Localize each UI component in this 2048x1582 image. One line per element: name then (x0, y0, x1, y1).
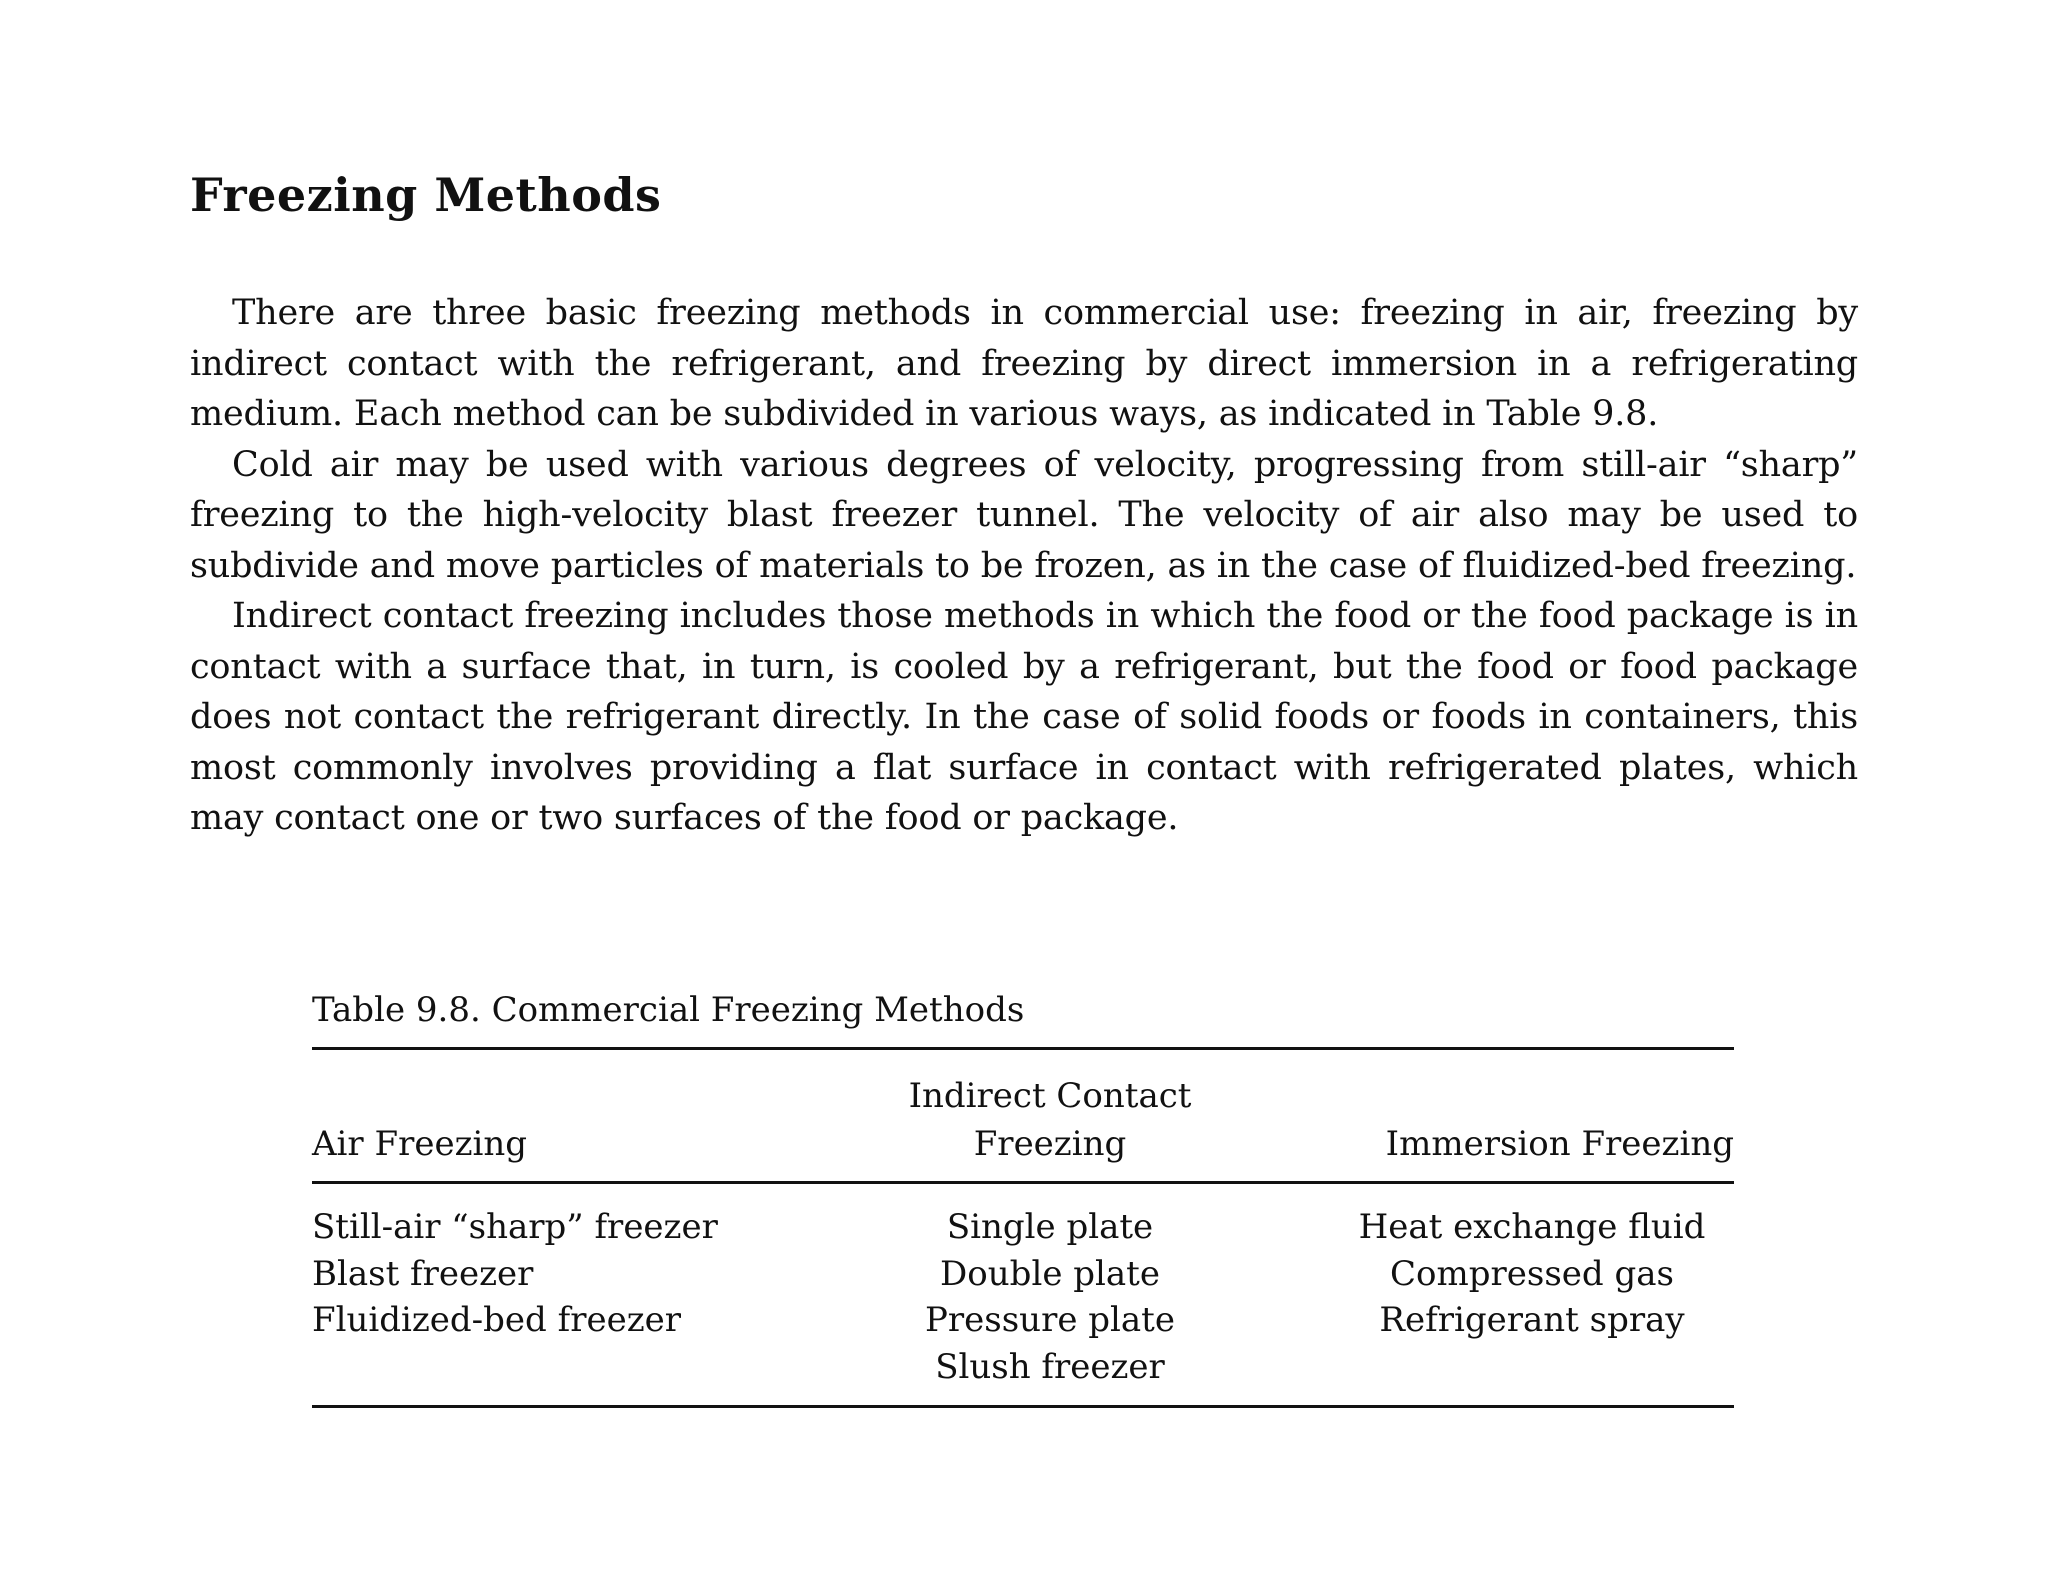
table-cell: Refrigerant spray (1379, 1300, 1685, 1340)
table-cell: Single plate (946, 1207, 1154, 1247)
table-header-air-freezing (312, 1120, 527, 1168)
table-cell: Pressure plate (925, 1300, 1175, 1340)
table-cell: Blast freezer (312, 1253, 534, 1294)
table-cell: Double plate (940, 1253, 1160, 1294)
table-column-immersion (1330, 1204, 1734, 1344)
body-text (190, 288, 1858, 844)
paragraph-indirect-contact: Indirect contact freezing includes those methods in which the food or the food package is in contact with a surface that, in turn, is cooled by a refrigerant, but the food or food package does not contact the refrigerant directly. In the case of solid foods or foods in containers, this most commonly involves providing a flat surface in contact with refrigerated plates, which may contact one or two surfaces of the food or package. (190, 596, 1858, 838)
table-cell: Still-air “sharp” freezer (312, 1207, 718, 1247)
table-header-rule (312, 1181, 1734, 1184)
table-bottom-rule (312, 1405, 1734, 1408)
table-cell: Heat exchange fluid (1358, 1207, 1706, 1247)
section-heading: Freezing Methods (190, 168, 662, 222)
paragraph-cold-air: Cold air may be used with various degrees of velocity, progressing from still-air “sharp” freezing to the high-velocity blast freezer tunnel. The velocity of air also may be used to subdivide and move particles of materials to be frozen, as in the case of fluidized-bed freezing. (190, 444, 1858, 586)
header-text-line2: Freezing (973, 1124, 1127, 1164)
header-text-line1: Indirect Contact (908, 1076, 1192, 1116)
table-column-air-freezing (312, 1204, 718, 1344)
table-header-indirect-contact-freezing (880, 1072, 1220, 1168)
table-top-rule (312, 1047, 1734, 1050)
paragraph-freezing-methods-overview: There are three basic freezing methods in commercial use: freezing in air, freezing by indirect contact with the refrigerant, and freezing by direct immersion in a refrigerating medium. Each method can be subdivided in various ways, as indicated in Table 9.8. (190, 293, 1858, 434)
table-caption: Table 9.8. Commercial Freezing Methods (312, 990, 1025, 1030)
table-cell: Fluidized-bed freezer (312, 1300, 681, 1340)
header-text: Immersion Freezing (1385, 1124, 1734, 1164)
header-text: Air Freezing (312, 1124, 528, 1164)
table-cell: Compressed gas (1390, 1253, 1674, 1294)
table-cell: Slush freezer (935, 1346, 1165, 1387)
table-column-indirect-contact (880, 1204, 1220, 1390)
table-header-immersion-freezing (1330, 1120, 1734, 1168)
